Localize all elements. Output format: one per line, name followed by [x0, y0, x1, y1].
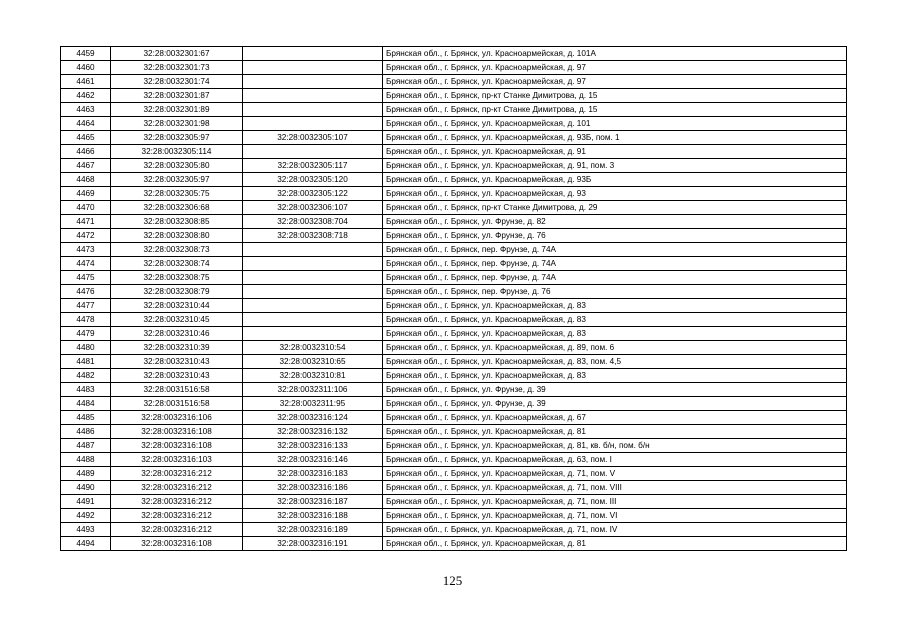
row-number-cell: 4486	[61, 425, 111, 439]
table-row	[61, 103, 847, 117]
cadastral-number-cell: 32:28:0031516:58	[111, 383, 243, 397]
property-table	[60, 46, 847, 551]
address-cell: Брянская обл., г. Брянск, ул. Красноармейская, д. 101А	[383, 47, 847, 61]
row-number-cell: 4474	[61, 257, 111, 271]
address-cell: Брянская обл., г. Брянск, пер. Фрунзе, д. 76	[383, 285, 847, 299]
secondary-cadastral-number-cell: 32:28:0032316:124	[243, 411, 383, 425]
address-cell: Брянская обл., г. Брянск, ул. Красноармейская, д. 71, пом. III	[383, 495, 847, 509]
address-cell: Брянская обл., г. Брянск, пер. Фрунзе, д. 74А	[383, 257, 847, 271]
row-number-cell: 4459	[61, 47, 111, 61]
table-row	[61, 215, 847, 229]
cadastral-number-cell: 32:28:0032316:108	[111, 439, 243, 453]
table-row	[61, 299, 847, 313]
secondary-cadastral-number-cell: 32:28:0032310:81	[243, 369, 383, 383]
address-cell: Брянская обл., г. Брянск, пер. Фрунзе, д. 74А	[383, 243, 847, 257]
address-cell: Брянская обл., г. Брянск, ул. Красноармейская, д. 93Б, пом. 1	[383, 131, 847, 145]
secondary-cadastral-number-cell: 32:28:0032316:188	[243, 509, 383, 523]
address-cell: Брянская обл., г. Брянск, ул. Красноармейская, д. 67	[383, 411, 847, 425]
cadastral-number-cell: 32:28:0032305:75	[111, 187, 243, 201]
table-row	[61, 187, 847, 201]
table-row	[61, 439, 847, 453]
secondary-cadastral-number-cell: 32:28:0032316:187	[243, 495, 383, 509]
row-number-cell: 4468	[61, 173, 111, 187]
secondary-cadastral-number-cell: 32:28:0032305:120	[243, 173, 383, 187]
address-cell: Брянская обл., г. Брянск, ул. Красноармейская, д. 91, пом. 3	[383, 159, 847, 173]
address-cell: Брянская обл., г. Брянск, ул. Красноармейская, д. 93	[383, 187, 847, 201]
cadastral-number-cell: 32:28:0032310:44	[111, 299, 243, 313]
table-row	[61, 327, 847, 341]
table-body	[61, 47, 847, 551]
row-number-cell: 4464	[61, 117, 111, 131]
address-cell: Брянская обл., г. Брянск, ул. Красноармейская, д. 89, пом. 6	[383, 341, 847, 355]
table-row	[61, 453, 847, 467]
secondary-cadastral-number-cell: 32:28:0032305:117	[243, 159, 383, 173]
cadastral-number-cell: 32:28:0032305:97	[111, 173, 243, 187]
row-number-cell: 4485	[61, 411, 111, 425]
cadastral-number-cell: 32:28:0032308:85	[111, 215, 243, 229]
cadastral-number-cell: 32:28:0032301:67	[111, 47, 243, 61]
row-number-cell: 4477	[61, 299, 111, 313]
secondary-cadastral-number-cell	[243, 89, 383, 103]
row-number-cell: 4470	[61, 201, 111, 215]
cadastral-number-cell: 32:28:0032301:87	[111, 89, 243, 103]
secondary-cadastral-number-cell	[243, 313, 383, 327]
cadastral-number-cell: 32:28:0031516:58	[111, 397, 243, 411]
cadastral-number-cell: 32:28:0032301:89	[111, 103, 243, 117]
row-number-cell: 4482	[61, 369, 111, 383]
table-row	[61, 89, 847, 103]
cadastral-number-cell: 32:28:0032316:108	[111, 537, 243, 551]
secondary-cadastral-number-cell: 32:28:0032316:186	[243, 481, 383, 495]
row-number-cell: 4475	[61, 271, 111, 285]
table-row	[61, 397, 847, 411]
secondary-cadastral-number-cell: 32:28:0032305:122	[243, 187, 383, 201]
table-row	[61, 243, 847, 257]
row-number-cell: 4491	[61, 495, 111, 509]
secondary-cadastral-number-cell	[243, 257, 383, 271]
secondary-cadastral-number-cell	[243, 285, 383, 299]
cadastral-number-cell: 32:28:0032301:98	[111, 117, 243, 131]
address-cell: Брянская обл., г. Брянск, ул. Красноармейская, д. 81	[383, 537, 847, 551]
row-number-cell: 4488	[61, 453, 111, 467]
cadastral-number-cell: 32:28:0032316:103	[111, 453, 243, 467]
cadastral-number-cell: 32:28:0032308:74	[111, 257, 243, 271]
address-cell: Брянская обл., г. Брянск, ул. Красноармейская, д. 71, пом. VIII	[383, 481, 847, 495]
table-row	[61, 355, 847, 369]
table-row	[61, 47, 847, 61]
secondary-cadastral-number-cell: 32:28:0032311:106	[243, 383, 383, 397]
row-number-cell: 4463	[61, 103, 111, 117]
table-row	[61, 173, 847, 187]
secondary-cadastral-number-cell: 32:28:0032310:65	[243, 355, 383, 369]
table-row	[61, 383, 847, 397]
address-cell: Брянская обл., г. Брянск, ул. Красноармейская, д. 71, пом. V	[383, 467, 847, 481]
row-number-cell: 4476	[61, 285, 111, 299]
cadastral-number-cell: 32:28:0032305:97	[111, 131, 243, 145]
row-number-cell: 4480	[61, 341, 111, 355]
address-cell: Брянская обл., г. Брянск, ул. Красноармейская, д. 83, пом. 4,5	[383, 355, 847, 369]
secondary-cadastral-number-cell	[243, 103, 383, 117]
row-number-cell: 4466	[61, 145, 111, 159]
table-row	[61, 75, 847, 89]
table-row	[61, 341, 847, 355]
cadastral-number-cell: 32:28:0032301:74	[111, 75, 243, 89]
table-row	[61, 201, 847, 215]
secondary-cadastral-number-cell: 32:28:0032316:133	[243, 439, 383, 453]
address-cell: Брянская обл., г. Брянск, ул. Красноармейская, д. 81, кв. б/н, пом. б/н	[383, 439, 847, 453]
table-row	[61, 159, 847, 173]
secondary-cadastral-number-cell: 32:28:0032316:191	[243, 537, 383, 551]
cadastral-number-cell: 32:28:0032310:43	[111, 355, 243, 369]
cadastral-number-cell: 32:28:0032310:43	[111, 369, 243, 383]
cadastral-number-cell: 32:28:0032308:75	[111, 271, 243, 285]
row-number-cell: 4461	[61, 75, 111, 89]
cadastral-number-cell: 32:28:0032308:80	[111, 229, 243, 243]
secondary-cadastral-number-cell	[243, 145, 383, 159]
secondary-cadastral-number-cell	[243, 299, 383, 313]
secondary-cadastral-number-cell: 32:28:0032316:132	[243, 425, 383, 439]
address-cell: Брянская обл., г. Брянск, ул. Фрунзе, д. 39	[383, 397, 847, 411]
row-number-cell: 4484	[61, 397, 111, 411]
secondary-cadastral-number-cell	[243, 61, 383, 75]
row-number-cell: 4490	[61, 481, 111, 495]
cadastral-number-cell: 32:28:0032316:106	[111, 411, 243, 425]
table-row	[61, 61, 847, 75]
address-cell: Брянская обл., г. Брянск, ул. Красноармейская, д. 83	[383, 369, 847, 383]
secondary-cadastral-number-cell: 32:28:0032308:718	[243, 229, 383, 243]
table-row	[61, 411, 847, 425]
row-number-cell: 4493	[61, 523, 111, 537]
row-number-cell: 4494	[61, 537, 111, 551]
secondary-cadastral-number-cell: 32:28:0032306:107	[243, 201, 383, 215]
table-row	[61, 369, 847, 383]
table-row	[61, 131, 847, 145]
row-number-cell: 4481	[61, 355, 111, 369]
row-number-cell: 4460	[61, 61, 111, 75]
row-number-cell: 4492	[61, 509, 111, 523]
cadastral-number-cell: 32:28:0032316:212	[111, 523, 243, 537]
secondary-cadastral-number-cell	[243, 271, 383, 285]
table-row	[61, 229, 847, 243]
row-number-cell: 4489	[61, 467, 111, 481]
row-number-cell: 4472	[61, 229, 111, 243]
row-number-cell: 4479	[61, 327, 111, 341]
secondary-cadastral-number-cell: 32:28:0032310:54	[243, 341, 383, 355]
address-cell: Брянская обл., г. Брянск, ул. Фрунзе, д. 76	[383, 229, 847, 243]
address-cell: Брянская обл., г. Брянск, ул. Красноармейская, д. 71, пом. IV	[383, 523, 847, 537]
secondary-cadastral-number-cell	[243, 47, 383, 61]
cadastral-number-cell: 32:28:0032310:45	[111, 313, 243, 327]
address-cell: Брянская обл., г. Брянск, пр-кт Станке Димитрова, д. 15	[383, 89, 847, 103]
row-number-cell: 4462	[61, 89, 111, 103]
address-cell: Брянская обл., г. Брянск, ул. Фрунзе, д. 82	[383, 215, 847, 229]
secondary-cadastral-number-cell	[243, 243, 383, 257]
secondary-cadastral-number-cell: 32:28:0032311:95	[243, 397, 383, 411]
address-cell: Брянская обл., г. Брянск, пр-кт Станке Димитрова, д. 29	[383, 201, 847, 215]
secondary-cadastral-number-cell	[243, 75, 383, 89]
table-row	[61, 523, 847, 537]
address-cell: Брянская обл., г. Брянск, ул. Красноармейская, д. 101	[383, 117, 847, 131]
address-cell: Брянская обл., г. Брянск, ул. Фрунзе, д. 39	[383, 383, 847, 397]
cadastral-number-cell: 32:28:0032316:212	[111, 495, 243, 509]
table-row	[61, 509, 847, 523]
table-row	[61, 467, 847, 481]
cadastral-number-cell: 32:28:0032305:114	[111, 145, 243, 159]
page-number: 125	[442, 573, 463, 588]
row-number-cell: 4483	[61, 383, 111, 397]
row-number-cell: 4471	[61, 215, 111, 229]
secondary-cadastral-number-cell: 32:28:0032308:704	[243, 215, 383, 229]
table-row	[61, 537, 847, 551]
address-cell: Брянская обл., г. Брянск, ул. Красноармейская, д. 83	[383, 327, 847, 341]
table-row	[61, 145, 847, 159]
row-number-cell: 4465	[61, 131, 111, 145]
address-cell: Брянская обл., г. Брянск, ул. Красноармейская, д. 93Б	[383, 173, 847, 187]
address-cell: Брянская обл., г. Брянск, ул. Красноармейская, д. 83	[383, 313, 847, 327]
cadastral-number-cell: 32:28:0032316:212	[111, 481, 243, 495]
secondary-cadastral-number-cell: 32:28:0032305:107	[243, 131, 383, 145]
cadastral-number-cell: 32:28:0032310:46	[111, 327, 243, 341]
secondary-cadastral-number-cell: 32:28:0032316:189	[243, 523, 383, 537]
address-cell: Брянская обл., г. Брянск, ул. Красноармейская, д. 91	[383, 145, 847, 159]
address-cell: Брянская обл., г. Брянск, ул. Красноармейская, д. 71, пом. VI	[383, 509, 847, 523]
cadastral-number-cell: 32:28:0032306:68	[111, 201, 243, 215]
row-number-cell: 4487	[61, 439, 111, 453]
cadastral-number-cell: 32:28:0032316:108	[111, 425, 243, 439]
secondary-cadastral-number-cell: 32:28:0032316:183	[243, 467, 383, 481]
secondary-cadastral-number-cell	[243, 117, 383, 131]
cadastral-number-cell: 32:28:0032316:212	[111, 509, 243, 523]
cadastral-number-cell: 32:28:0032310:39	[111, 341, 243, 355]
table-row	[61, 481, 847, 495]
cadastral-number-cell: 32:28:0032308:73	[111, 243, 243, 257]
address-cell: Брянская обл., г. Брянск, пр-кт Станке Димитрова, д. 15	[383, 103, 847, 117]
table-row	[61, 425, 847, 439]
table-row	[61, 117, 847, 131]
table-row	[61, 285, 847, 299]
cadastral-number-cell: 32:28:0032301:73	[111, 61, 243, 75]
table-row	[61, 495, 847, 509]
address-cell: Брянская обл., г. Брянск, ул. Красноармейская, д. 63, пом. I	[383, 453, 847, 467]
cadastral-number-cell: 32:28:0032305:80	[111, 159, 243, 173]
row-number-cell: 4478	[61, 313, 111, 327]
address-cell: Брянская обл., г. Брянск, ул. Красноармейская, д. 97	[383, 75, 847, 89]
row-number-cell: 4473	[61, 243, 111, 257]
address-cell: Брянская обл., г. Брянск, пер. Фрунзе, д. 74А	[383, 271, 847, 285]
address-cell: Брянская обл., г. Брянск, ул. Красноармейская, д. 83	[383, 299, 847, 313]
cadastral-number-cell: 32:28:0032308:79	[111, 285, 243, 299]
secondary-cadastral-number-cell: 32:28:0032316:146	[243, 453, 383, 467]
cadastral-number-cell: 32:28:0032316:212	[111, 467, 243, 481]
secondary-cadastral-number-cell	[243, 327, 383, 341]
table-row	[61, 271, 847, 285]
address-cell: Брянская обл., г. Брянск, ул. Красноармейская, д. 81	[383, 425, 847, 439]
table-row	[61, 257, 847, 271]
row-number-cell: 4469	[61, 187, 111, 201]
table-row	[61, 313, 847, 327]
row-number-cell: 4467	[61, 159, 111, 173]
address-cell: Брянская обл., г. Брянск, ул. Красноармейская, д. 97	[383, 61, 847, 75]
